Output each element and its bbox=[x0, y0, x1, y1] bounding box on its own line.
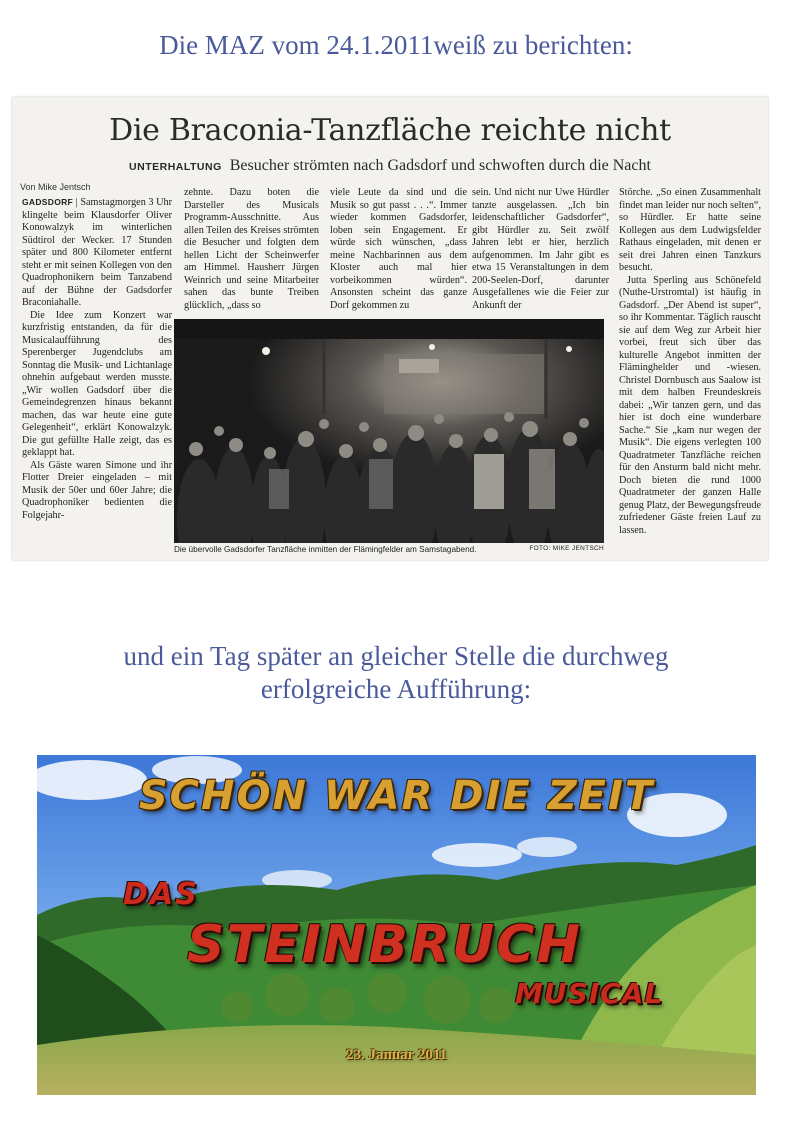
article-kicker: UNTERHALTUNG bbox=[129, 161, 222, 173]
article-paragraph: Störche. „So einen Zusammenhalt findet man leider nur noch selten“, so Hürdler. Er hatte seine Kollegen aus dem Ludwigsfelder Rathaus eingeladen, mit denen er seit drei Jahren einen Tanzkurs besucht. bbox=[619, 187, 761, 273]
article-paragraph: Als Gäste waren Simone und ihr Flotter Dreier eingeladen – mit Musik der 50er und 60er Jahre; die Quadrophoniker bedienten die Folgejahr- bbox=[22, 459, 172, 521]
article-column-4 bbox=[472, 187, 609, 312]
article-paragraph: zehnte. Dazu boten die Darsteller des Musicals Programm-Ausschnitte. Aus allen Teilen des Kreises strömten die Besucher und folgten dem hellen Licht der Scheinwerfer am Himmel. Hausherr Jürgen Weinrich und seine Mitarbeiter sahen das bunte Treiben glücklich, „dass so bbox=[184, 187, 319, 311]
banner-musical: MUSICAL bbox=[515, 977, 664, 1010]
banner-das: DAS bbox=[123, 877, 199, 912]
dance-floor-photo bbox=[174, 319, 604, 543]
article-column-1: GADSDORF | Samstagmorgen 3 Uhr klingelte beim Klausdorfer Oliver Konowalzyk im winterlichen Südtirol der Wecker. 17 Stunden später und 800 Kilometer entfernt steht er mit seinen Kollegen von den Quadrophonikern beim Tanzabend auf der Bühne der Gadsdorfer Braconiahalle. Die Idee zum Konzert war kurzfristig entstanden, da für die Musicalaufführung des Sperenberger Jugendclubs am Sonntag die Musik- und Lichtanlage ohnehin aufgebaut werden musste. „Wir wollen Gadsdorf über die Gemeindegrenzen hinaus bekannt machen, das war heute eine gute Gelegenheit“, erklärt Konowalzyk. Die gut gefüllte Halle zeigt, das es geklappt hat. Als Gäste waren Simone und ihr Flotter Dreier eingeladen – mit Musik der 50er und 60er Jahre; die Quadrophoniker bedienten die Folgejahr- bbox=[22, 197, 172, 521]
article-paragraph: sein. Und nicht nur Uwe Hürdler tanzte ausgelassen. „Ich bin leidenschaftlicher Gadsdorfer“, gibt Hürdler zu. Seit zwölf Jahren lebt er hier, herzlich aufgenommen. Im Jahr gibt es etwa 15 Veranstaltungen in dem 200-Seelen-Dorf, darunter Ausgefallenes wie die Feier zur Ankunft der bbox=[472, 187, 609, 311]
article-column-5 bbox=[619, 187, 761, 552]
article-subheadline: Besucher strömten nach Gadsdorf und schwoften durch die Nacht bbox=[229, 157, 651, 174]
photo-caption-row bbox=[174, 545, 604, 554]
article-byline: Von Mike Jentsch bbox=[20, 182, 91, 192]
article-column-3 bbox=[330, 187, 467, 312]
photo-caption: Die übervolle Gadsdorfer Tanzfläche inmitten der Flämingfelder am Samstagabend. bbox=[174, 545, 477, 554]
article-paragraph: viele Leute da sind und die Musik so gut passt . . .“. Immer wieder kommen Gadsdorfer, loben sein Engagement. Er würde sich wünschen, „dass meine Nachbarinnen aus dem Kloster auch mal hier vorbeikommen würden“. Ansonsten scheint das ganze Dorf gekommen zu bbox=[330, 187, 467, 311]
page-heading-top: Die MAZ vom 24.1.2011weiß zu berichten: bbox=[159, 30, 633, 60]
page-heading-middle-line1: und ein Tag später an gleicher Stelle die durchweg bbox=[123, 641, 669, 671]
article-column-2 bbox=[184, 187, 319, 312]
musical-banner bbox=[37, 755, 756, 1095]
newspaper-clipping bbox=[12, 97, 768, 560]
banner-title: SCHÖN WAR DIE ZEIT bbox=[138, 773, 655, 819]
photo-credit: FOTO: MIKE JENTSCH bbox=[529, 545, 604, 552]
article-subheadline-row bbox=[12, 157, 768, 175]
article-paragraph: Jutta Sperling aus Schönefeld (Nuthe-Urstromtal) ist häufig in Gadsdorf. „Der Abend ist super“, so ihr Kommentar. Täglich rauscht sie auf dem Weg zur Arbeit hier vorbei, freut sich über das kulturelle Angebot inmitten der Fläminghelder und -wiesen. Christel Dornbusch aus Saalow ist mit dem halben Freundeskreis dabei: „Wir tanzen gern, und das hier ist doch eine wunderbare Sache.“ Sie „kam nur wegen der Musik“. Die eigens verlegten 100 Quadratmeter Tanzfläche reichen für den Ansturm bald nicht mehr. Doch bieten die rund 1000 Quadratmeter der ganzen Halle genug Platz, der Bewegungsfreude zufriedener Gäste freien Lauf zu lassen. bbox=[619, 274, 761, 536]
page-heading-middle-line2: erfolgreiche Aufführung: bbox=[260, 674, 532, 704]
article-paragraph: Samstagmorgen 3 Uhr klingelte beim Klausdorfer Oliver Konowalzyk im winterlichen Südtirol der Wecker. 17 Stunden später und 800 Kilometer entfernt steht er mit seinen Kollegen von den Quadrophonikern beim Tanzabend auf der Bühne der Gadsdorfer Braconiahalle. bbox=[22, 197, 172, 308]
banner-steinbruch: STEINBRUCH bbox=[187, 915, 582, 975]
article-dateline: GADSDORF bbox=[22, 197, 74, 207]
article-paragraph: Die Idee zum Konzert war kurzfristig entstanden, da für die Musicalaufführung des Sperenberger Jugendclubs am Sonntag die Musik- und Lichtanlage ohnehin aufgebaut werden musste. „Wir wollen Gadsdorf über die Gemeindegrenzen hinaus bekannt machen, das war heute eine gute Gelegenheit“, erklärt Konowalzyk. Die gut gefüllte Halle zeigt, das es geklappt hat. bbox=[22, 309, 172, 458]
banner-date: 23. Januar 2011 bbox=[346, 1047, 447, 1063]
page-heading-middle bbox=[0, 640, 792, 706]
article-headline: Die Braconia-Tanzfläche reichte nicht bbox=[109, 113, 671, 148]
